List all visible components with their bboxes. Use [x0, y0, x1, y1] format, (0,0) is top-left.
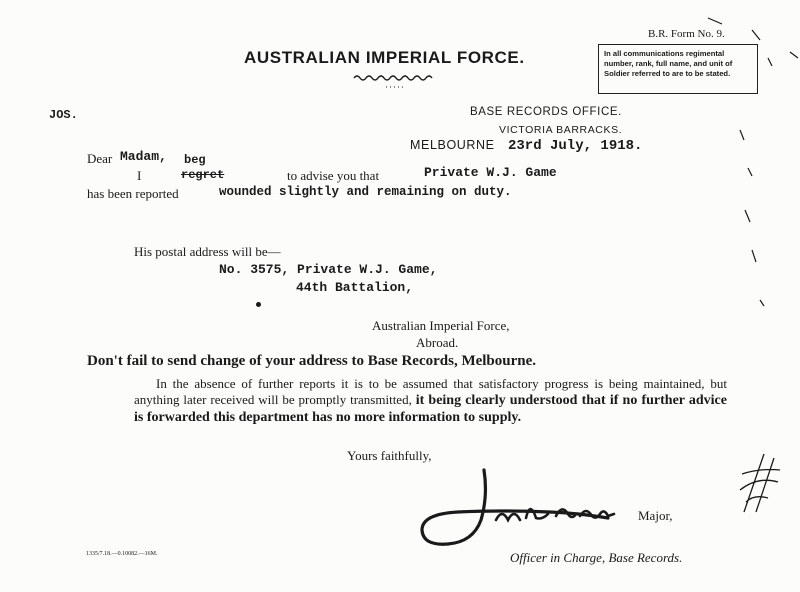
title-flourish [352, 72, 438, 92]
reference-code: JOS. [49, 108, 78, 122]
paragraph-regular: In the absence of further reports it is to be assumed that satisfactory progress is being maintained, but anything later received will be promptly transmitted, [134, 376, 727, 407]
document-title: AUSTRALIAN IMPERIAL FORCE. [244, 48, 525, 67]
signature [418, 462, 634, 552]
message-reported: has been reported [87, 186, 179, 201]
salutation-name: Madam, [120, 149, 167, 164]
inserted-word: beg [184, 153, 206, 167]
salutation-dear: Dear [87, 151, 113, 166]
message-advise: to advise you that [287, 168, 380, 183]
postal-line-3: Australian Imperial Force, [372, 318, 510, 333]
postal-line-4: Abroad. [416, 335, 459, 350]
office-name: BASE RECORDS OFFICE. [470, 106, 622, 118]
ink-dot [256, 302, 261, 307]
office-address: VICTORIA BARRACKS. [499, 124, 623, 136]
printer-imprint: 1335/7.18.—0.10082.—16M. [86, 551, 158, 557]
form-number: B.R. Form No. 9. [648, 28, 725, 40]
signatory-title: Officer in Charge, Base Records. [510, 550, 683, 565]
address-warning: Don't fail to send change of your address to Base Records, Melbourne. [87, 353, 537, 369]
soldier-name: Private W.J. Game [424, 165, 557, 180]
struck-word: regret [181, 168, 225, 182]
postal-line-1: No. 3575, Private W.J. Game, [219, 262, 438, 277]
signatory-rank: Major, [638, 508, 673, 523]
paragraph-emphasis: it being clearly understood that if no further advice is forwarded this department has no more information to supply. [134, 393, 727, 425]
message-pronoun: I [137, 168, 142, 183]
postal-intro: His postal address will be— [134, 244, 281, 259]
information-paragraph [134, 376, 727, 426]
postal-line-2: 44th Battalion, [296, 280, 414, 295]
valediction: Yours faithfully, [347, 448, 432, 463]
letter-date: 23rd July, 1918. [508, 138, 643, 154]
notice-box: In all communications regimental number, rank, full name, and unit of Soldier referred to are to be stated. [598, 44, 758, 94]
casualty-status: wounded slightly and remaining on duty. [219, 185, 512, 199]
margin-scribble [734, 448, 786, 516]
office-city: MELBOURNE [410, 138, 495, 152]
